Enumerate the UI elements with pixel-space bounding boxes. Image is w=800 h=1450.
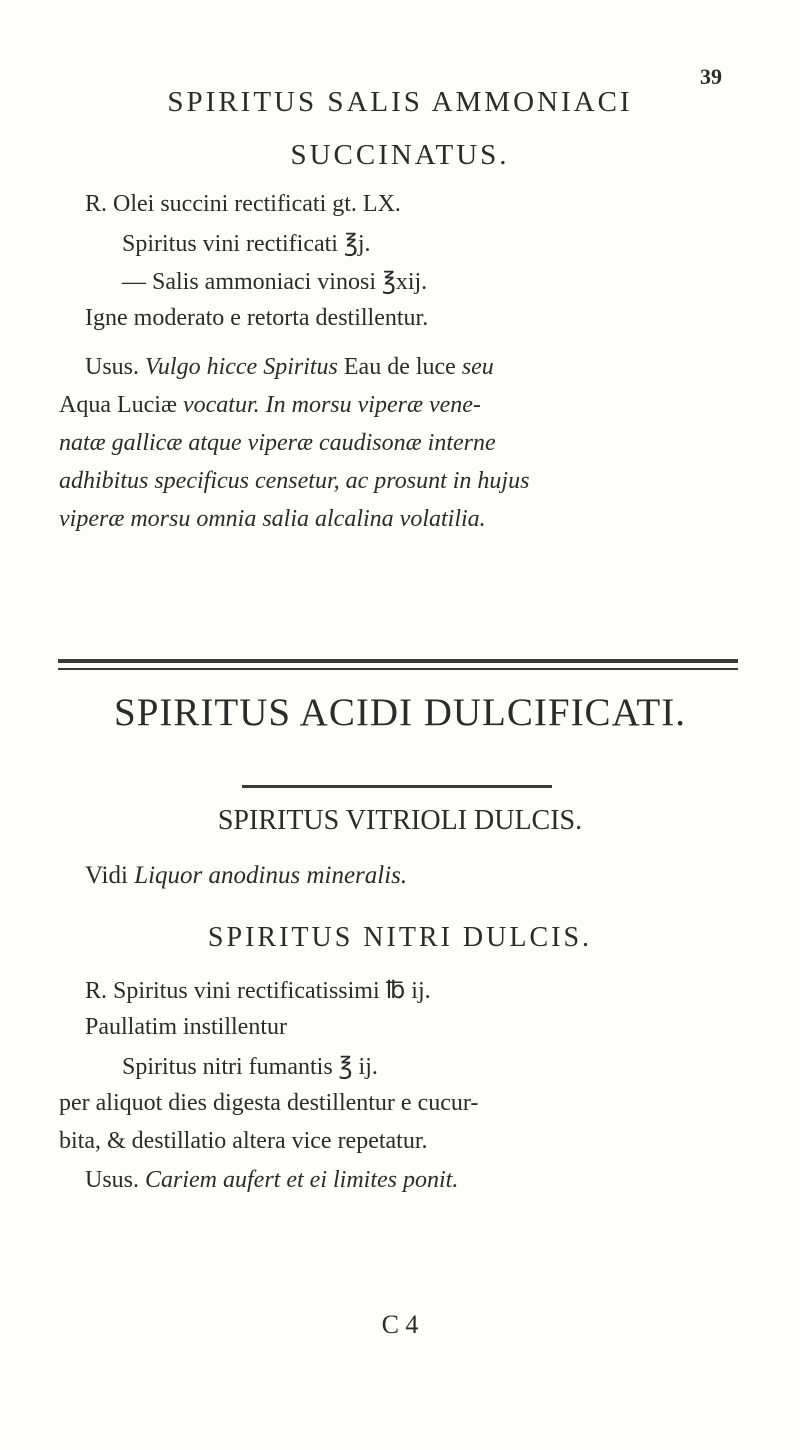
section-heading: SPIRITUS NITRI DULCIS. bbox=[207, 922, 593, 953]
cross-reference-line: Vidi Liquor anodinus mineralis. bbox=[85, 862, 408, 889]
usus-paragraph-line: Usus. Vulgo hicce Spiritus Eau de luce seu bbox=[85, 354, 494, 380]
usus-paragraph-line: adhibitus specificus censetur, ac prosunt in hujus bbox=[59, 468, 530, 494]
usus-paragraph-line: Usus. Cariem aufert et ei limites ponit. bbox=[85, 1167, 459, 1193]
recipe-line: Paullatim instillentur bbox=[85, 1014, 287, 1040]
section-heading: SPIRITUS ACIDI DULCIFICATI. bbox=[114, 691, 686, 734]
recipe-line: R. Spiritus vini rectificatissimi ℔ ij. bbox=[85, 978, 431, 1004]
recipe-line: R. Olei succini rectificati gt. LX. bbox=[85, 191, 401, 217]
section-title-line2: SUCCINATUS. bbox=[290, 139, 510, 171]
usus-paragraph-line: viperæ morsu omnia salia alcalina volatilia. bbox=[59, 506, 486, 532]
recipe-line: Spiritus nitri fumantis ℥ ij. bbox=[122, 1054, 378, 1080]
recipe-line: per aliquot dies digesta destillentur e cucur- bbox=[59, 1090, 479, 1116]
recipe-line: bita, & destillatio altera vice repetatur. bbox=[59, 1128, 428, 1154]
recipe-line: Spiritus vini rectificati ℥j. bbox=[122, 231, 371, 257]
page-number: 39 bbox=[700, 64, 722, 89]
section-heading: SPIRITUS VITRIOLI DULCIS. bbox=[217, 805, 583, 836]
section-title-line1: SPIRITUS SALIS AMMONIACI bbox=[167, 86, 633, 118]
usus-paragraph-line: natæ gallicæ atque viperæ caudisonæ interne bbox=[59, 430, 496, 456]
divider-rule bbox=[242, 785, 552, 788]
divider-rule bbox=[58, 668, 738, 670]
signature-mark: C 4 bbox=[381, 1310, 419, 1339]
recipe-line: — Salis ammoniaci vinosi ℥xij. bbox=[122, 269, 428, 295]
recipe-line: Igne moderato e retorta destillentur. bbox=[85, 305, 429, 331]
usus-paragraph-line: Aqua Luciæ vocatur. In morsu viperæ vene- bbox=[59, 392, 481, 418]
divider-rule bbox=[58, 659, 738, 663]
